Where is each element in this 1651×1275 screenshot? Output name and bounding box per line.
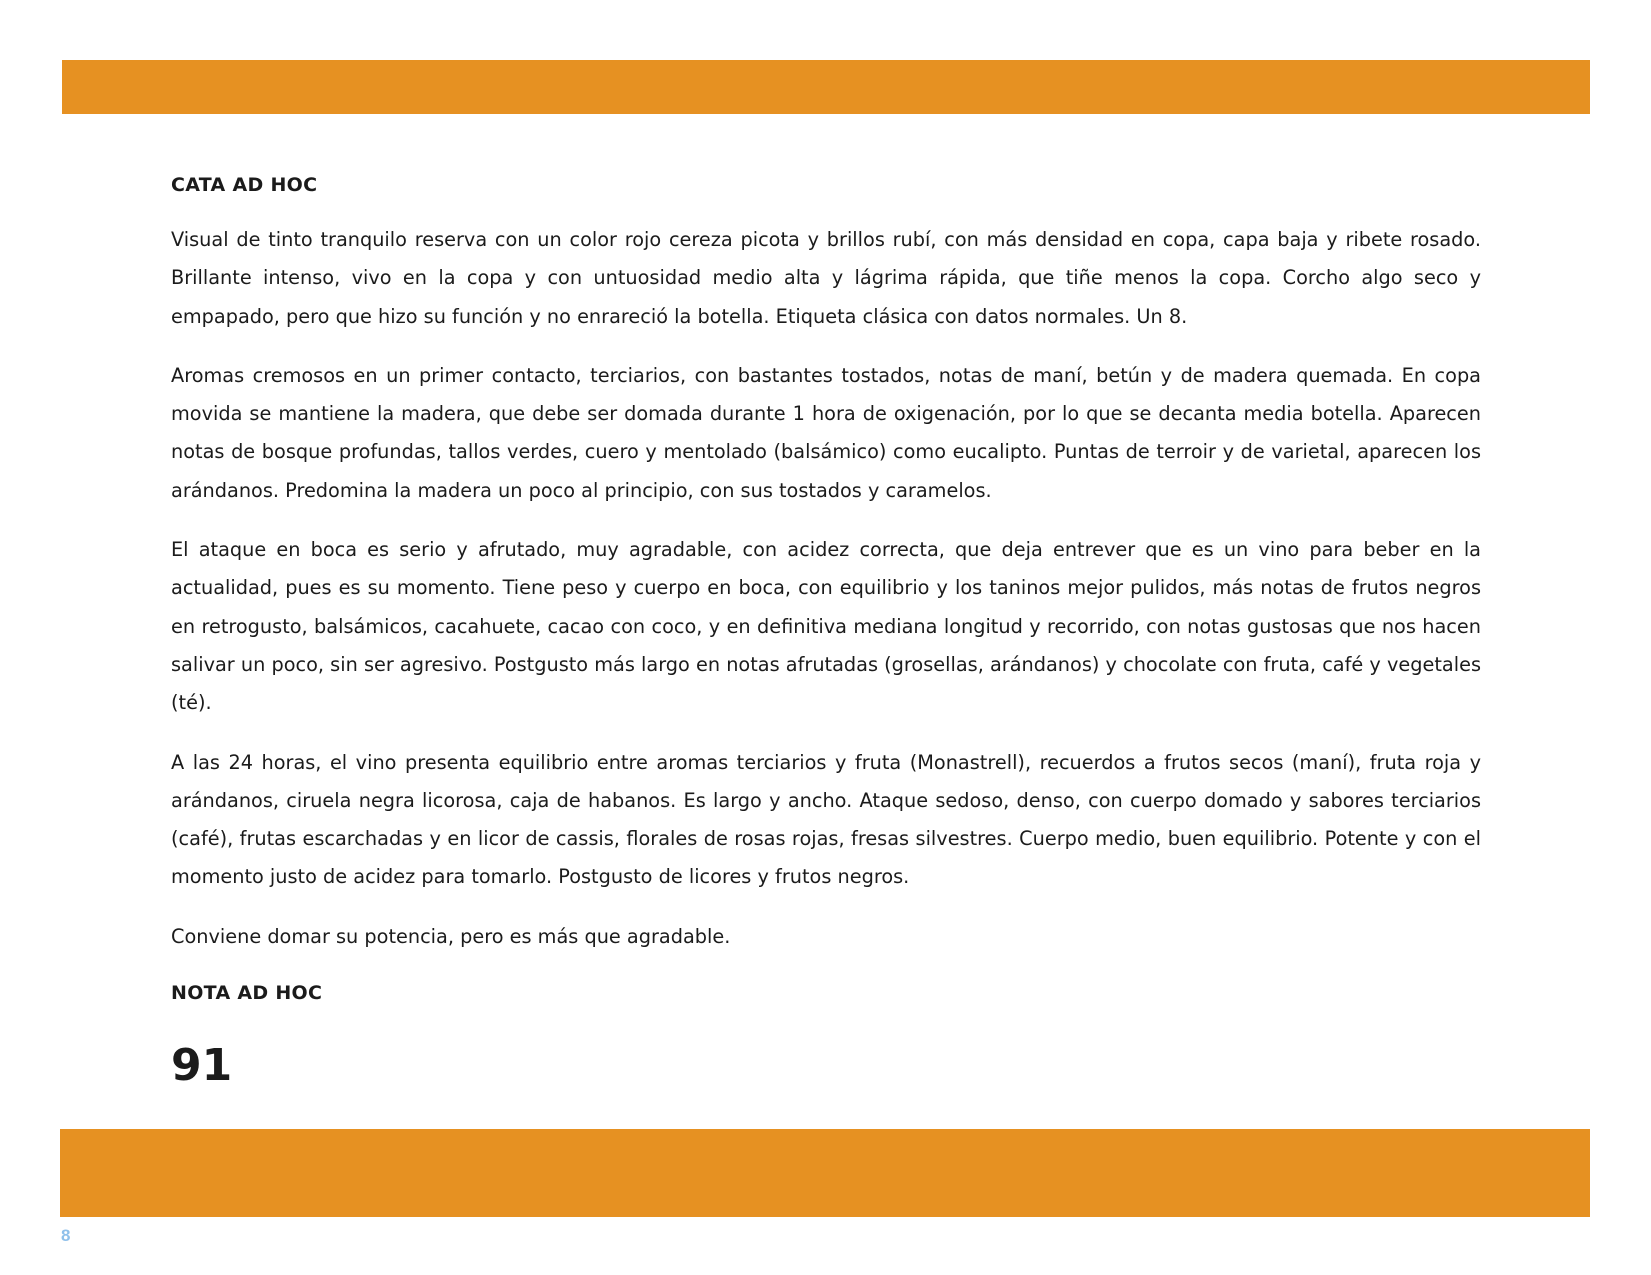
paragraph-24-hours: A las 24 horas, el vino presenta equilibrio entre aromas terciarios y fruta (Monastrell), recuerdos a frutos secos (maní), fruta roja y arándanos, ciruela negra licorosa, caja de habanos. Es largo y ancho. Ataque sedoso, denso, con cuerpo domado y sabores terciarios (café), frutas escarchadas y en licor de cassis, florales de rosas rojas, fresas silvestres. Cuerpo medio, buen equilibrio. Potente y con el momento justo de acidez para tomarlo. Postgusto de licores y frutos negros. — [171, 750, 1481, 889]
header-band — [62, 60, 1590, 114]
score-heading: NOTA AD HOC — [171, 982, 323, 1005]
document-body — [171, 168, 1481, 1094]
score-value: 91 — [171, 1040, 233, 1092]
tasting-heading: CATA AD HOC — [171, 174, 318, 196]
paragraph-aromas: Aromas cremosos en un primer contacto, terciarios, con bastantes tostados, notas de maní, betún y de madera quemada. En copa movida se mantiene la madera, que debe ser domada durante 1 hora de oxigenación, por lo que se decanta media botella. Aparecen notas de bosque profundas, tallos verdes, cuero y mentolado (balsámico) como eucalipto. Puntas de terroir y de varietal, aparecen los arándanos. Predomina la madera un poco al principio, con sus tostados y caramelos. — [171, 363, 1481, 502]
page-number: 8 — [61, 1226, 71, 1245]
paragraph-palate: El ataque en boca es serio y afrutado, muy agradable, con acidez correcta, que deja entrever que es un vino para beber en la actualidad, pues es su momento. Tiene peso y cuerpo en boca, con equilibrio y los taninos mejor pulidos, más notas de frutos negros en retrogusto, balsámicos, cacahuete, cacao con coco, y en definitiva mediana longitud y recorrido, con notas gustosas que nos hacen salivar un poco, sin ser agresivo. Postgusto más largo en notas afrutadas (grosellas, arándanos) y chocolate con fruta, café y vegetales (té). — [171, 538, 1481, 715]
paragraph-conclusion: Conviene domar su potencia, pero es más que agradable. — [171, 924, 731, 948]
footer-band — [60, 1129, 1590, 1217]
paragraph-visual: Visual de tinto tranquilo reserva con un color rojo cereza picota y brillos rubí, con más densidad en copa, capa baja y ribete rosado. Brillante intenso, vivo en la copa y con untuosidad medio alta y lágrima rápida, que tiñe menos la copa. Corcho algo seco y empapado, pero que hizo su función y no enrareció la botella. Etiqueta clásica con datos normales. Un 8. — [171, 228, 1481, 328]
